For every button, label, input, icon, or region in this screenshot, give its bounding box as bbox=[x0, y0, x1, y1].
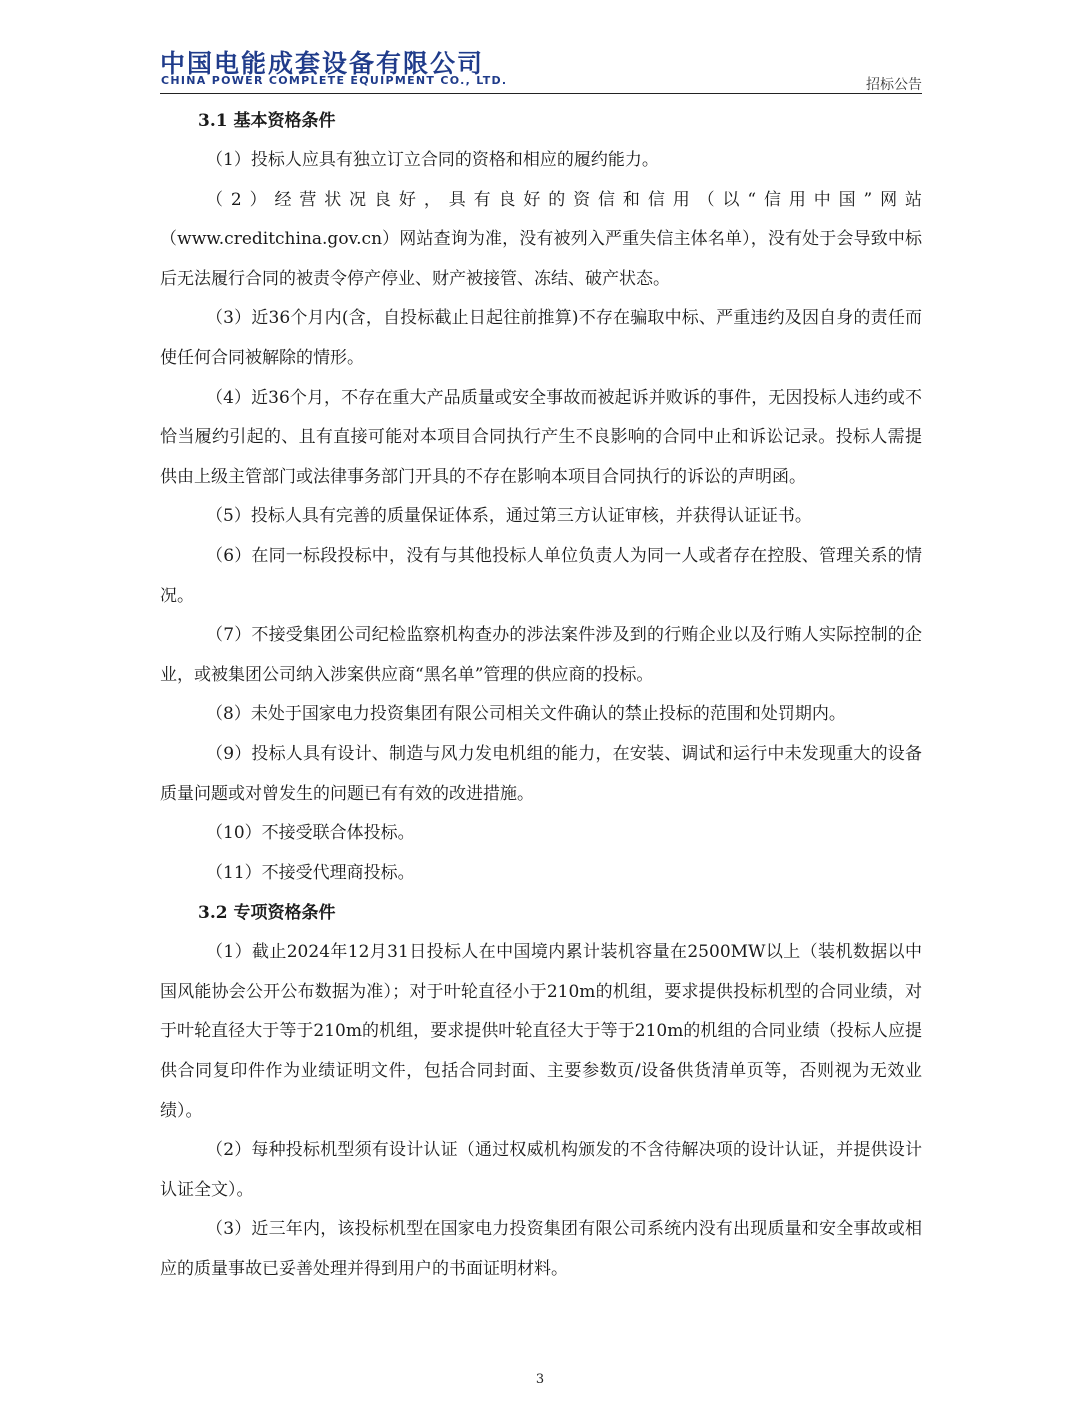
document-type-label: 招标公告 bbox=[866, 77, 922, 93]
document-body bbox=[160, 101, 922, 1290]
paragraph: （9）投标人具有设计、制造与风力发电机组的能力，在安装、调试和运行中未发现重大的设备质量问题或对曾发生的问题已有有效的改进措施。 bbox=[160, 743, 922, 804]
paragraph: （1）投标人应具有独立订立合同的资格和相应的履约能力。 bbox=[206, 150, 659, 170]
section-heading: 3.2 专项资格条件 bbox=[198, 903, 336, 924]
paragraph: （3）近三年内，该投标机型在国家电力投资集团有限公司系统内没有出现质量和安全事故或相应的质量事故已妥善处理并得到用户的书面证明材料。 bbox=[160, 1219, 922, 1280]
header-rule bbox=[160, 93, 922, 94]
paragraph: （10）不接受联合体投标。 bbox=[206, 823, 415, 844]
page-number: 3 bbox=[535, 1372, 545, 1387]
paragraph: （6）在同一标段投标中，没有与其他投标人单位负责人为同一人或者存在控股、管理关系的情况。 bbox=[160, 545, 922, 606]
paragraph: （5）投标人具有完善的质量保证体系，通过第三方认证审核，并获得认证证书。 bbox=[206, 506, 812, 527]
paragraph: （8）未处于国家电力投资集团有限公司相关文件确认的禁止投标的范围和处罚期内。 bbox=[206, 704, 846, 725]
paragraph: （3）近36个月内(含，自投标截止日起往前推算)不存在骗取中标、严重违约及因自身的责任而使任何合同被解除的情形。 bbox=[160, 308, 922, 368]
paragraph: （7）不接受集团公司纪检监察机构查办的涉法案件涉及到的行贿企业以及行贿人实际控制的企业，或被集团公司纳入涉案供应商“黑名单”管理的供应商的投标。 bbox=[160, 625, 922, 685]
company-logo-cn: 中国电能成套设备有限公司 bbox=[160, 49, 485, 78]
company-logo-en: CHINA POWER COMPLETE EQUIPMENT CO., LTD. bbox=[161, 74, 508, 87]
paragraph: （2）经营状况良好，具有良好的资信和信用（以“信用中国”网站（www.creditchina.gov.cn）网站查询为准，没有被列入严重失信主体名单），没有处于会导致中标后无法履行合同的被责令停产停业、财产被接管、冻结、破产状态。 bbox=[160, 189, 922, 289]
paragraph: （11）不接受代理商投标。 bbox=[206, 862, 415, 883]
section-heading: 3.1 基本资格条件 bbox=[198, 111, 336, 131]
paragraph: （2）每种投标机型须有设计认证（通过权威机构颁发的不含待解决项的设计认证，并提供设计认证全文）。 bbox=[160, 1140, 922, 1200]
paragraph: （4）近36个月，不存在重大产品质量或安全事故而被起诉并败诉的事件，无因投标人违约或不恰当履约引起的、且有直接可能对本项目合同执行产生不良影响的合同中止和诉讼记录。投标人需提供由上级主管部门或法律事务部门开具的不存在影响本项目合同执行的诉讼的声明函。 bbox=[160, 387, 922, 487]
paragraph: （1）截止2024年12月31日投标人在中国境内累计装机容量在2500MW以上（装机数据以中国风能协会公开公布数据为准）；对于叶轮直径小于210m的机组，要求提供投标机型的合同业绩，对于叶轮直径大于等于210m的机组，要求提供叶轮直径大于等于210m的机组的合同业绩（投标人应提供合同复印件作为业绩证明文件，包括合同封面、主要参数页/设备供货清单页等，否则视为无效业绩）。 bbox=[160, 942, 922, 1121]
